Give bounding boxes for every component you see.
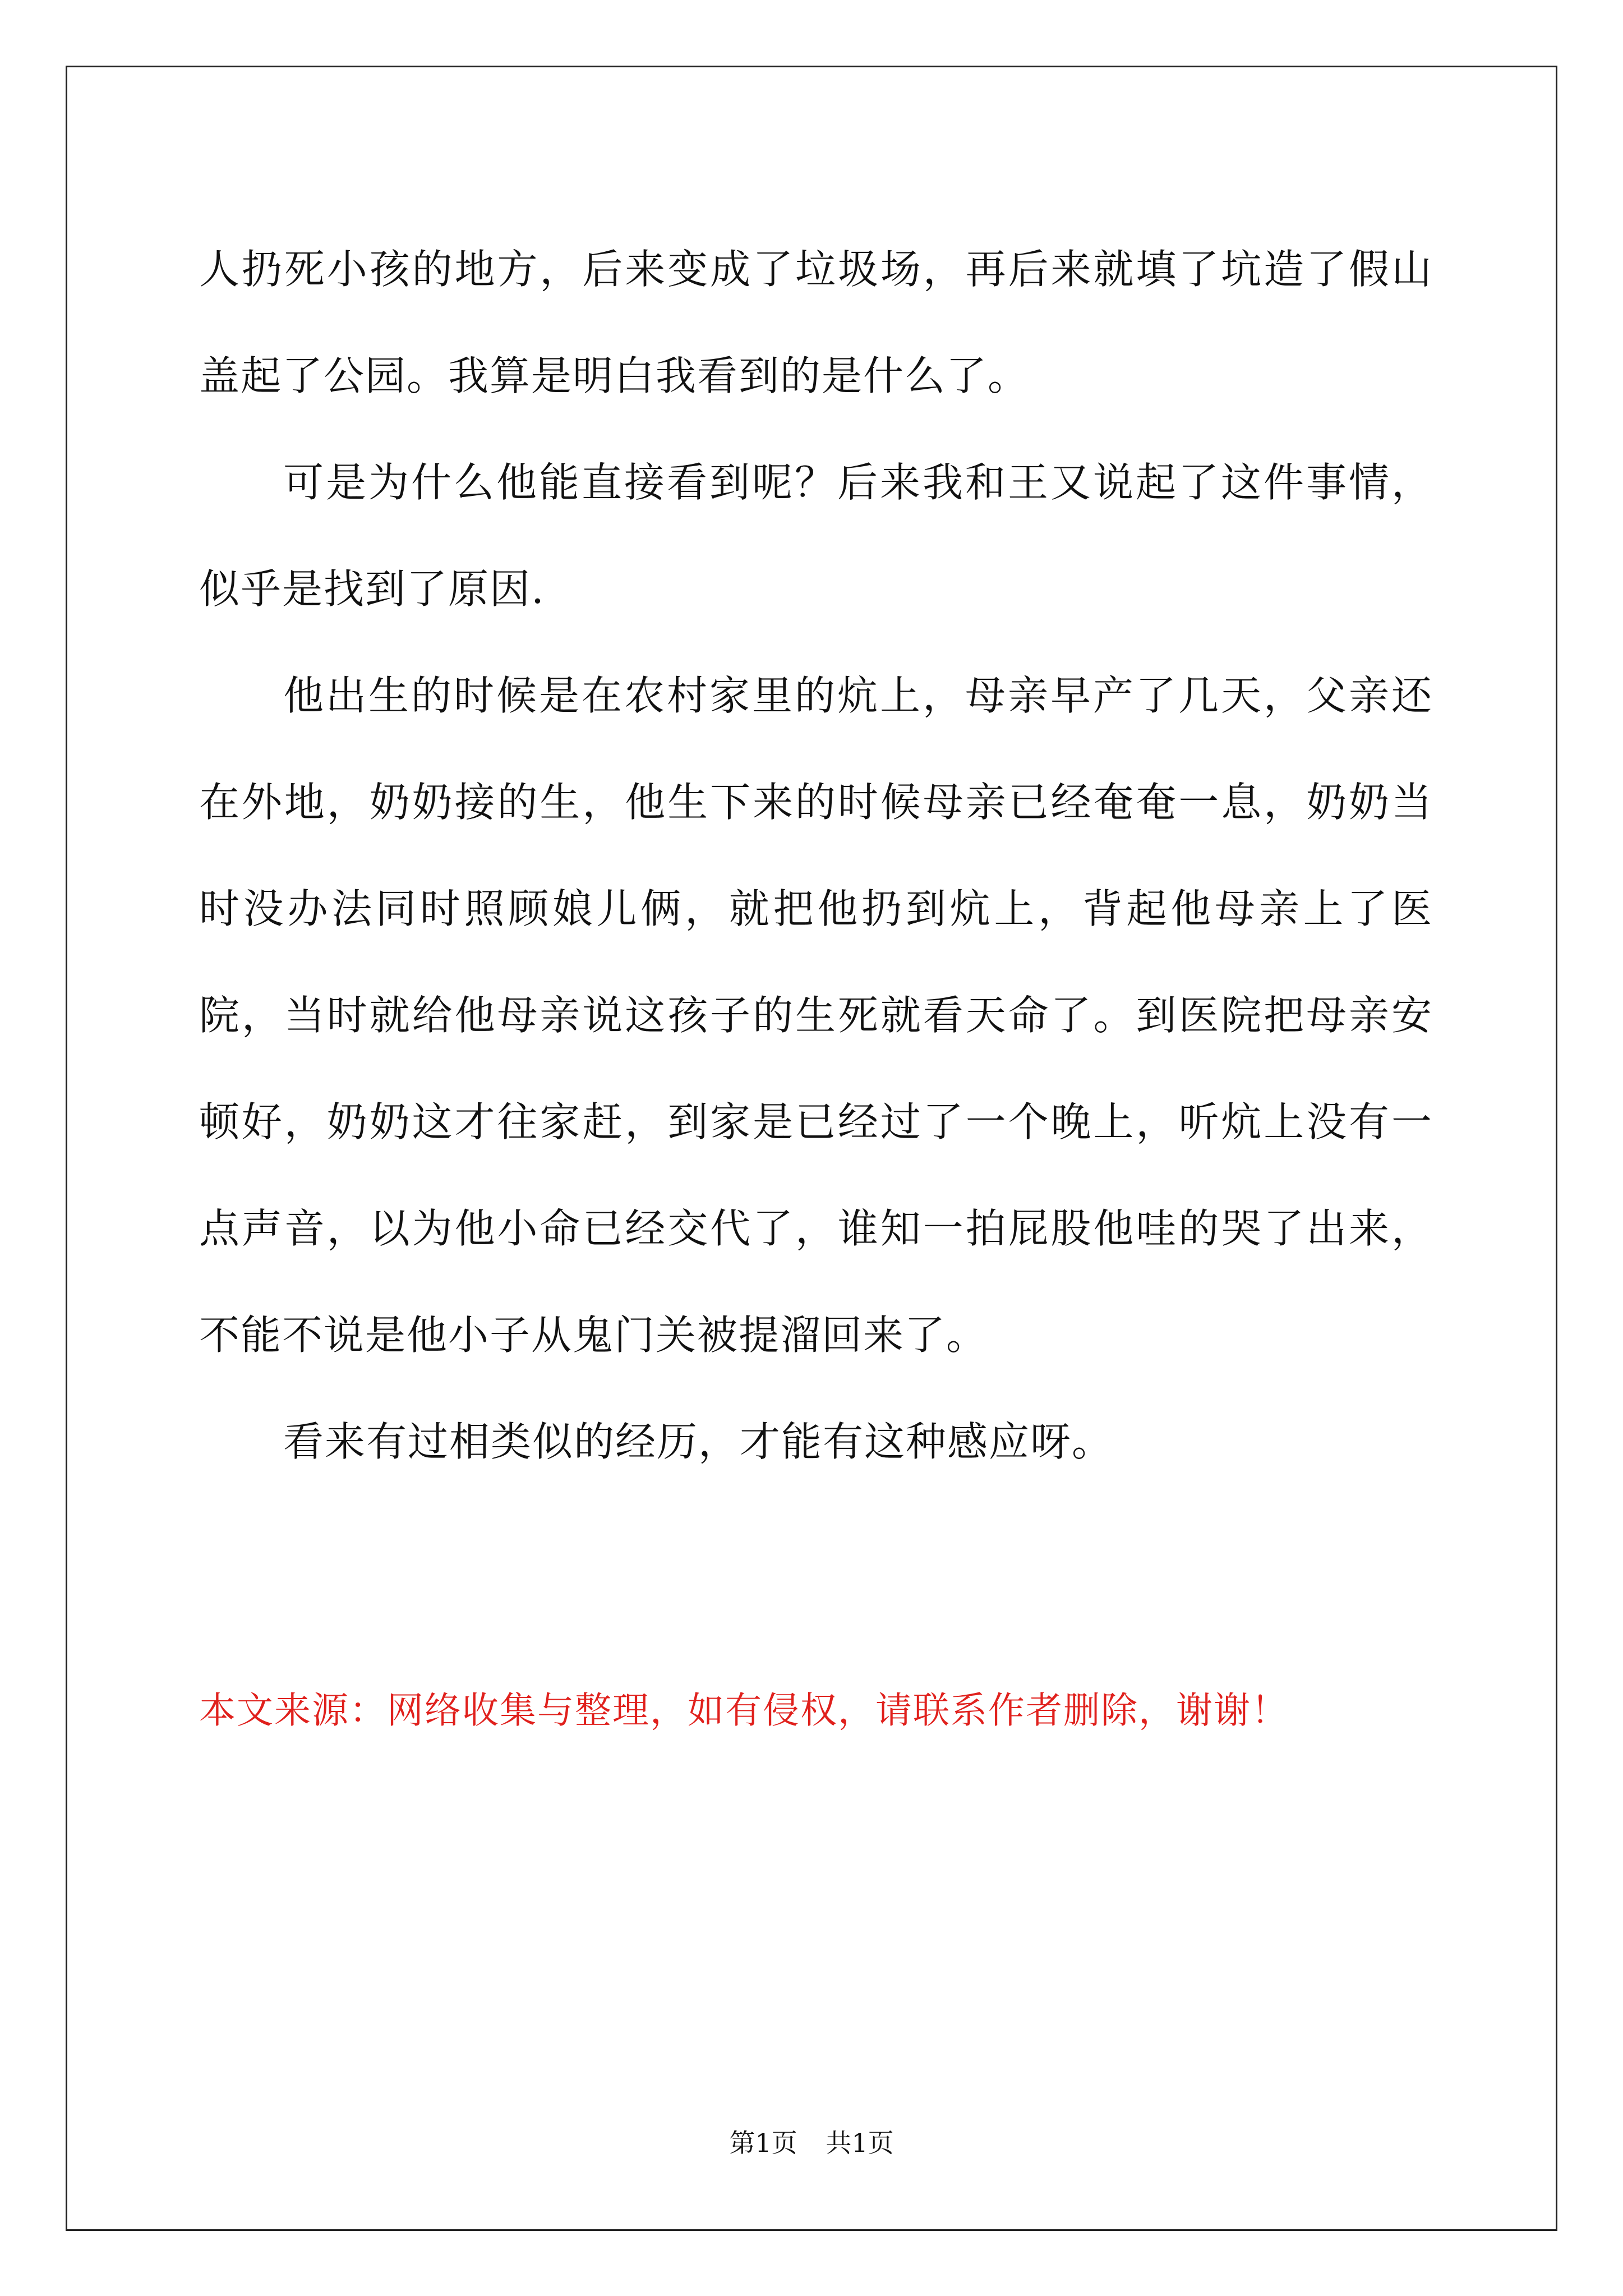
document-body [199, 216, 1433, 1495]
paragraph: 可是为什么他能直接看到呢？后来我和王又说起了这件事情，似乎是找到了原因. [199, 459, 1433, 613]
paragraph: 看来有过相类似的经历，才能有这种感应呀。 [283, 1418, 1114, 1465]
paragraph-continued: 人扔死小孩的地方，后来变成了垃圾场，再后来就填了坑造了假山盖起了公园。我算是明白我看到的是什么了。 [199, 246, 1433, 399]
page-number-total: 共1页 [826, 2128, 894, 2158]
page-number-current: 第1页 [729, 2128, 797, 2158]
source-disclaimer: 本文来源：网络收集与整理，如有侵权，请联系作者删除，谢谢！ [199, 1690, 1289, 1732]
paragraph: 他出生的时候是在农村家里的炕上，母亲早产了几天，父亲还在外地，奶奶接的生，他生下来的时候母亲已经奄奄一息，奶奶当时没办法同时照顾娘儿俩，就把他扔到炕上，背起他母亲上了医院，当时就给他母亲说这孩子的生死就看天命了。到医院把母亲安顿好，奶奶这才往家赶，到家是已经过了一个晚上，听炕上没有一点声音，以为他小命已经交代了，谁知一拍屁股他哇的哭了出来，不能不说是他小子从鬼门关被提溜回来了。 [199, 672, 1433, 1359]
page-footer [0, 2126, 1623, 2160]
